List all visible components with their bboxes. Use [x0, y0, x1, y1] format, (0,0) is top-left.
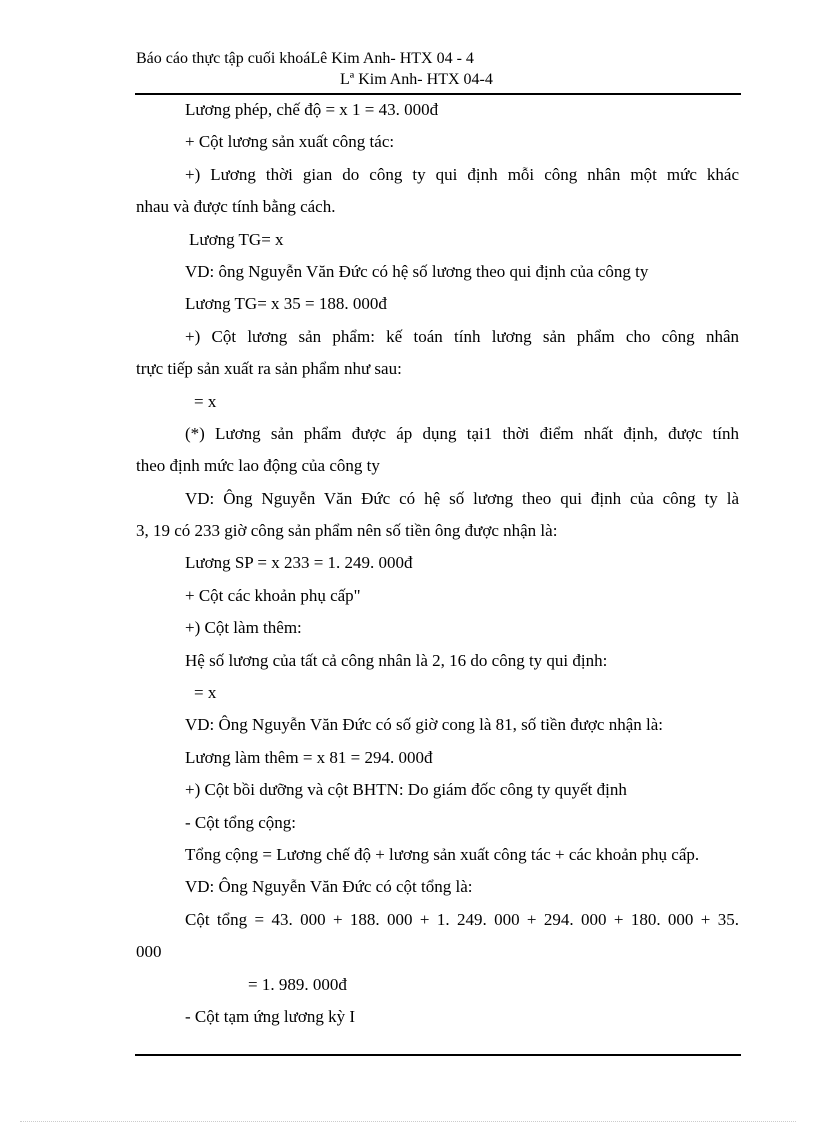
formula-line: = x	[194, 683, 217, 703]
paragraph-line: theo định mức lao động của công ty	[136, 456, 380, 476]
paragraph-line: +) Cột lương sản phẩm: kế toán tính lương sản phẩm cho công nhân	[185, 326, 739, 346]
paragraph-line: 3, 19 có 233 giờ công sản phẩm nên số tiền ông được nhận là:	[136, 521, 558, 541]
formula-line: Cột tổng = 43. 000 + 188. 000 + 1. 249. 000 + 294. 000 + 180. 000 + 35.	[185, 909, 739, 929]
formula-line: Lương SP = x 233 = 1. 249. 000đ	[185, 553, 413, 573]
paragraph-line: - Cột tổng cộng:	[185, 812, 296, 832]
formula-line: Lương TG= x 35 = 188. 000đ	[185, 294, 387, 314]
paragraph-line: (*) Lương sản phẩm được áp dụng tại1 thời điểm nhất định, được tính	[185, 423, 739, 443]
paragraph-line: +) Cột làm thêm:	[185, 618, 302, 638]
running-header-title: Báo cáo thực tập cuối khoáLê Kim Anh- HTX 04 - 4	[136, 50, 474, 67]
paragraph-line: +) Cột bồi dưỡng và cột BHTN: Do giám đốc công ty quyết định	[185, 780, 627, 800]
paragraph-line: Lương phép, chế độ = x 1 = 43. 000đ	[185, 100, 439, 119]
running-header-author: Lª Kim Anh- HTX 04-4	[340, 71, 493, 88]
paragraph-line: + Cột các khoản phụ cấp"	[185, 585, 361, 605]
paragraph-line: Tổng cộng = Lương chế độ + lương sản xuất công tác + các khoản phụ cấp.	[185, 844, 700, 864]
formula-line: 000	[136, 942, 162, 962]
paragraph-line: nhau và được tính bằng cách.	[136, 197, 336, 217]
paragraph-line: - Cột tạm ứng lương kỳ I	[185, 1006, 356, 1026]
formula-result-line: = 1. 989. 000đ	[248, 974, 347, 994]
paragraph-line: VD: Ông Nguyễn Văn Đức có hệ số lương theo qui định của công ty là	[185, 488, 739, 508]
formula-line: Lương làm thêm = x 81 = 294. 000đ	[185, 747, 433, 767]
paragraph-line: trực tiếp sản xuất ra sản phẩm như sau:	[136, 359, 402, 379]
paragraph-line: + Cột lương sản xuất công tác:	[185, 132, 395, 152]
paragraph-line: VD: ông Nguyễn Văn Đức có hệ số lương theo qui định của công ty	[185, 261, 649, 281]
footer-rule	[135, 1054, 741, 1056]
paragraph-line: VD: Ông Nguyễn Văn Đức có cột tổng là:	[185, 877, 473, 897]
paragraph-line: +) Lương thời gian do công ty qui định mỗi công nhân một mức khác	[185, 164, 739, 184]
page-bottom-border	[20, 1121, 796, 1122]
formula-line: Lương TG= x	[189, 229, 284, 249]
body-text	[136, 94, 739, 1033]
formula-line: = x	[194, 391, 217, 411]
paragraph-line: Hệ số lương của tất cả công nhân là 2, 16 do công ty qui định:	[185, 650, 608, 670]
paragraph-line: VD: Ông Nguyễn Văn Đức có số giờ cong là 81, số tiền được nhận là:	[185, 715, 664, 735]
